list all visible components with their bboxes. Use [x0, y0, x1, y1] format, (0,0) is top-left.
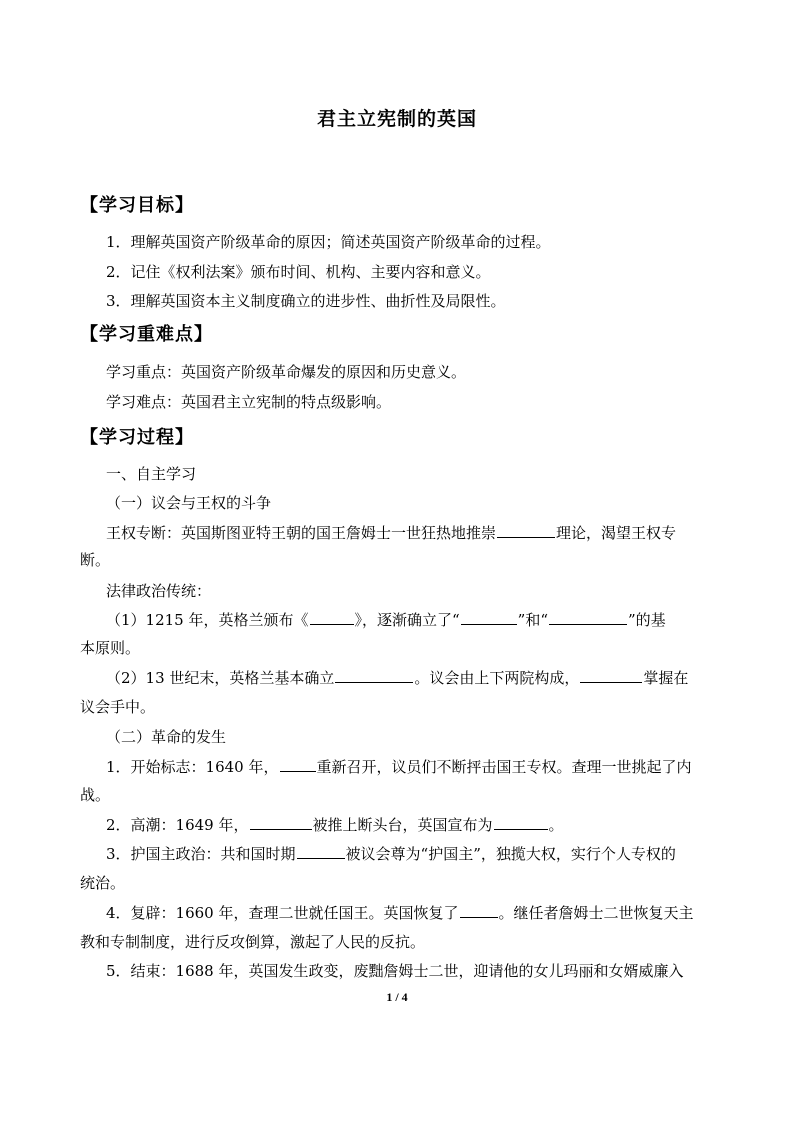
fill-in-blank[interactable] [460, 902, 498, 918]
page-title: 君主立宪制的英国 [316, 108, 477, 130]
paragraph-line [106, 609, 666, 631]
text: ”的基 [628, 611, 666, 629]
text: 被议会尊为“护国主”，独揽大权，实行个人专权的 [345, 845, 676, 863]
fill-in-blank[interactable] [310, 609, 354, 625]
key-point-item: 学习难点：英国君主立宪制的特点级影响。 [106, 393, 392, 411]
fill-in-blank[interactable] [549, 609, 627, 625]
text: ”和“ [517, 611, 549, 629]
text: 4．复辟：1660 年，查理二世就任国王。英国恢复了 [106, 904, 459, 922]
paragraph-line: 教和专制制度，进行反攻倒算，激起了人民的反抗。 [80, 933, 426, 951]
fill-in-blank[interactable] [580, 667, 642, 683]
fill-in-blank[interactable] [280, 756, 316, 772]
text: 2．高潮：1649 年， [106, 816, 249, 834]
part-heading: 一、自主学习 [106, 465, 197, 483]
paragraph-line [106, 756, 692, 778]
section-heading-key-points: 【学习重难点】 [80, 324, 213, 345]
text: 1．开始标志：1640 年， [106, 758, 279, 776]
text: （2）13 世纪末，英格兰基本确立 [106, 669, 335, 687]
text: 理论，渴望王权专 [556, 524, 677, 542]
key-point-item: 学习重点：英国资产阶级革命爆发的原因和历史意义。 [106, 363, 467, 381]
fill-in-blank[interactable] [497, 522, 555, 538]
fill-in-blank[interactable] [461, 609, 517, 625]
paragraph-line: 议会手中。 [80, 698, 156, 716]
paragraph-line [106, 843, 676, 865]
text: （1）1215 年，英格兰颁布《 [106, 611, 309, 629]
text: 掌握在 [643, 669, 689, 687]
text: 重新召开，议员们不断抨击国王专权。查理一世挑起了内 [316, 758, 692, 776]
page-number: 1 / 4 [386, 990, 408, 1004]
paragraph-line: 断。 [80, 551, 111, 569]
subsection-heading: （一）议会与王权的斗争 [106, 494, 272, 512]
text: 》，逐渐确立了“ [354, 611, 460, 629]
fill-in-blank[interactable] [250, 814, 312, 830]
text: 。 [548, 816, 564, 834]
paragraph-line: 本原则。 [80, 639, 141, 657]
paragraph-line: 战。 [80, 786, 111, 804]
objective-item: 2．记住《权利法案》颁布时间、机构、主要内容和意义。 [106, 263, 491, 281]
fill-in-blank[interactable] [494, 814, 548, 830]
paragraph-line [106, 902, 694, 924]
text: 王权专断：英国斯图亚特王朝的国王詹姆士一世狂热地推崇 [106, 524, 497, 542]
section-heading-process: 【学习过程】 [80, 427, 194, 448]
text: 。继任者詹姆士二世恢复天主 [498, 904, 694, 922]
paragraph-line: 法律政治传统： [106, 582, 212, 600]
section-heading-objectives: 【学习目标】 [80, 195, 194, 216]
paragraph-line: 5．结束：1688 年，英国发生政变，废黜詹姆士二世，迎请他的女儿玛丽和女婿威廉入 [106, 962, 684, 980]
paragraph-line [106, 522, 676, 544]
objective-item: 3．理解英国资本主义制度确立的进步性、曲折性及局限性。 [106, 292, 506, 310]
text: 。议会由上下两院构成， [414, 669, 580, 687]
paragraph-line: 统治。 [80, 874, 126, 892]
paragraph-line [106, 814, 564, 836]
text: 3．护国主政治：共和国时期 [106, 845, 296, 863]
fill-in-blank[interactable] [335, 667, 413, 683]
text: 被推上断头台，英国宣布为 [312, 816, 493, 834]
paragraph-line [106, 667, 688, 689]
objective-item: 1．理解英国资产阶级革命的原因；简述英国资产阶级革命的过程。 [106, 233, 551, 251]
fill-in-blank[interactable] [297, 843, 345, 859]
subsection-heading: （二）革命的发生 [106, 728, 227, 746]
